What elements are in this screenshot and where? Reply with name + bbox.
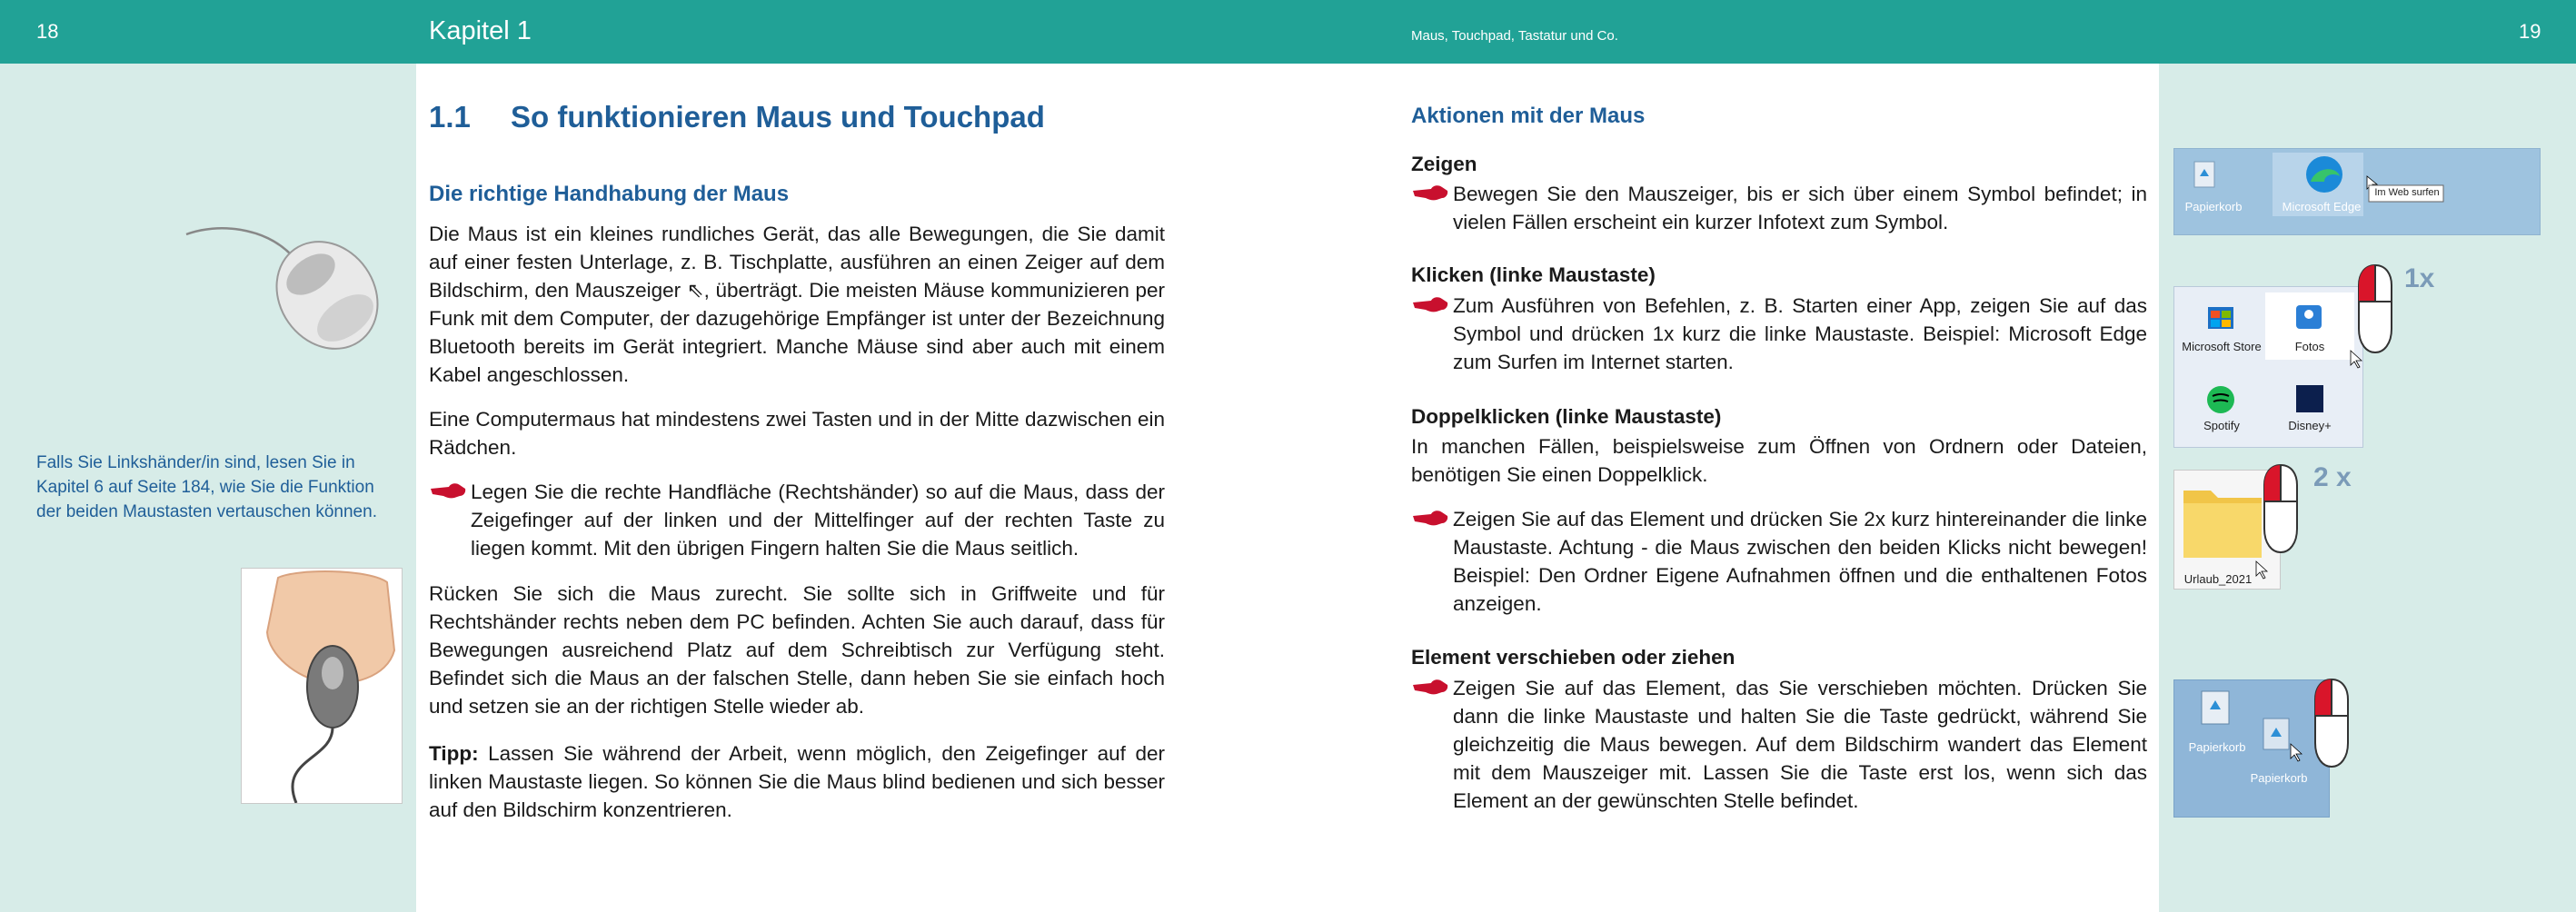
bullet-ziehen [1411, 674, 2147, 815]
bullet-zeigen [1411, 180, 2147, 236]
mouse-drag-icon [2313, 678, 2350, 768]
doppelklicken-title: Doppelklicken (linke Maustaste) [1411, 405, 1722, 428]
section-number: 1.1 [429, 100, 471, 134]
tooltip-text: Im Web surfen [2374, 187, 2440, 198]
photos-label: Fotos [2294, 340, 2325, 353]
header-bar [0, 0, 2576, 64]
folder-label: Urlaub_2021 [2183, 572, 2253, 586]
pointing-hand-icon [1411, 293, 1449, 315]
tip-text: Lassen Sie während der Arbeit, wenn möglich, den Zeigefinger auf der linken Maustaste liegen. So können Sie die Maus blind bedienen und sich besser auf den Bildschirm konzentrieren. [429, 742, 1165, 821]
paragraph-intro: Die Maus ist ein kleines rundliches Gerät, das alle Bewegungen, die Sie damit auf einer festen Unterlage, z. B. Tischplatte, ausführen an einen Zeiger auf dem Bildschirm, den Mauszeiger ⇖, überträgt. Die meisten Mäuse kommunizieren per Funk mit dem Computer, der dazugehörige Empfänger ist unter der Bezeichnung Bluetooth bereits im Gerät integriert. Manche Mäuse sind aber auch mit einem Kabel angeschlossen. [429, 223, 1165, 386]
section-heading [429, 100, 1045, 134]
bullet-text: Zeigen Sie auf das Element, das Sie verschieben möchten. Drücken Sie dann die linke Maustaste und halten Sie die Taste gedrückt, während Sie gleichzeitig die Maus bewegen. Auf dem Bildschirm wandert das Element mit dem Mauszeiger mit. Lassen Sie die Taste erst los, wenn sich das Element an der gewünschten Stelle befindet. [1453, 677, 2147, 812]
spotify-label: Spotify [2203, 419, 2240, 432]
right-subheading: Aktionen mit der Maus [1411, 104, 1646, 128]
tip-label: Tipp: [429, 742, 479, 765]
bullet-text: Legen Sie die rechte Handfläche (Rechtshänder) so auf die Maus, dass der Zeigefinger auf der linken und der Mittelfinger auf der rechten Taste zu liegen kommt. Mit den übrigen Fingern halten Sie die Maus seitlich. [471, 481, 1165, 560]
store-label: Microsoft Store [2182, 340, 2262, 353]
recycle-bin-label-dragged: Papierkorb [2250, 771, 2308, 785]
page-number-left: 18 [36, 20, 59, 43]
page-number-right: 19 [2519, 20, 2541, 43]
screenshot-drag [2173, 679, 2330, 818]
pointing-hand-icon [1411, 676, 1449, 698]
recycle-bin-label: Papierkorb [2184, 200, 2243, 213]
screenshot-hover [2173, 148, 2541, 235]
click-once-label: 1x [2404, 263, 2435, 293]
running-title: Maus, Touchpad, Tastatur und Co. [1411, 28, 1618, 44]
doppelklicken-intro: In manchen Fällen, beispielsweise zum Öffnen von Ordnern oder Dateien, benötigen Sie einen Doppelklick. [1411, 435, 2147, 486]
disney-label: Disney+ [2288, 419, 2332, 432]
bullet-text: Bewegen Sie den Mauszeiger, bis er sich über einem Symbol befindet; in vielen Fällen erscheint ein kurzer Infotext zum Symbol. [1453, 183, 2147, 233]
bullet-doppelklicken [1411, 505, 2147, 618]
mouse-illustration [182, 218, 391, 363]
section-title: So funktionieren Maus und Touchpad [511, 100, 1045, 134]
paragraph-buttons: Eine Computermaus hat mindestens zwei Tasten und in der Mitte dazwischen ein Rädchen. [429, 408, 1165, 459]
bullet-hand-position [429, 478, 1165, 562]
chapter-title: Kapitel 1 [429, 16, 532, 45]
pointing-hand-icon [1411, 507, 1449, 529]
mouse-left-click-icon [2357, 263, 2393, 354]
zeigen-title: Zeigen [1411, 153, 1477, 175]
click-twice-label: 2 x [2313, 462, 2352, 492]
ziehen-title: Element verschieben oder ziehen [1411, 646, 1736, 669]
pointing-hand-icon [1411, 182, 1449, 203]
tip-paragraph [429, 739, 1165, 824]
mouse-double-click-icon [2263, 463, 2299, 554]
bullet-klicken [1411, 292, 2147, 376]
bullet-text: Zum Ausführen von Befehlen, z. B. Starten einer App, zeigen Sie auf das Symbol und drücken 1x kurz die linke Maustaste. Beispiel: Microsoft Edge zum Surfen im Internet starten. [1453, 294, 2147, 373]
klicken-title: Klicken (linke Maustaste) [1411, 263, 1656, 286]
recycle-bin-label-original: Papierkorb [2188, 740, 2246, 754]
paragraph-placement: Rücken Sie sich die Maus zurecht. Sie sollte sich in Griffweite und für Rechtshänder rechts neben dem PC befinden. Achten Sie auch darauf, dass für Bewegungen ausreichend Platz auf dem Schreibtisch zur Verfügung steht. Befindet sich die Maus an der falschen Stelle, dann heben Sie sie einfach hoch und setzen sie an der richtigen Stelle wieder ab. [429, 582, 1165, 718]
left-subheading: Die richtige Handhabung der Maus [429, 182, 790, 206]
bullet-text: Zeigen Sie auf das Element und drücken Sie 2x kurz hintereinander die linke Maustaste. Achtung - die Maus zwischen den beiden Klicks nicht bewegen! Beispiel: Den Ordner Eigene Aufnahmen öffnen und die enthaltenen Fotos anzeigen. [1453, 508, 2147, 615]
hand-mouse-photo [241, 568, 403, 804]
margin-note: Falls Sie Linkshänder/in sind, lesen Sie in Kapitel 6 auf Seite 184, wie Sie die Funktion der beiden Maustasten vertauschen können. [36, 453, 377, 521]
screenshot-start-tiles [2173, 286, 2363, 448]
pointing-hand-icon [429, 480, 467, 501]
edge-label: Microsoft Edge [2282, 200, 2362, 213]
